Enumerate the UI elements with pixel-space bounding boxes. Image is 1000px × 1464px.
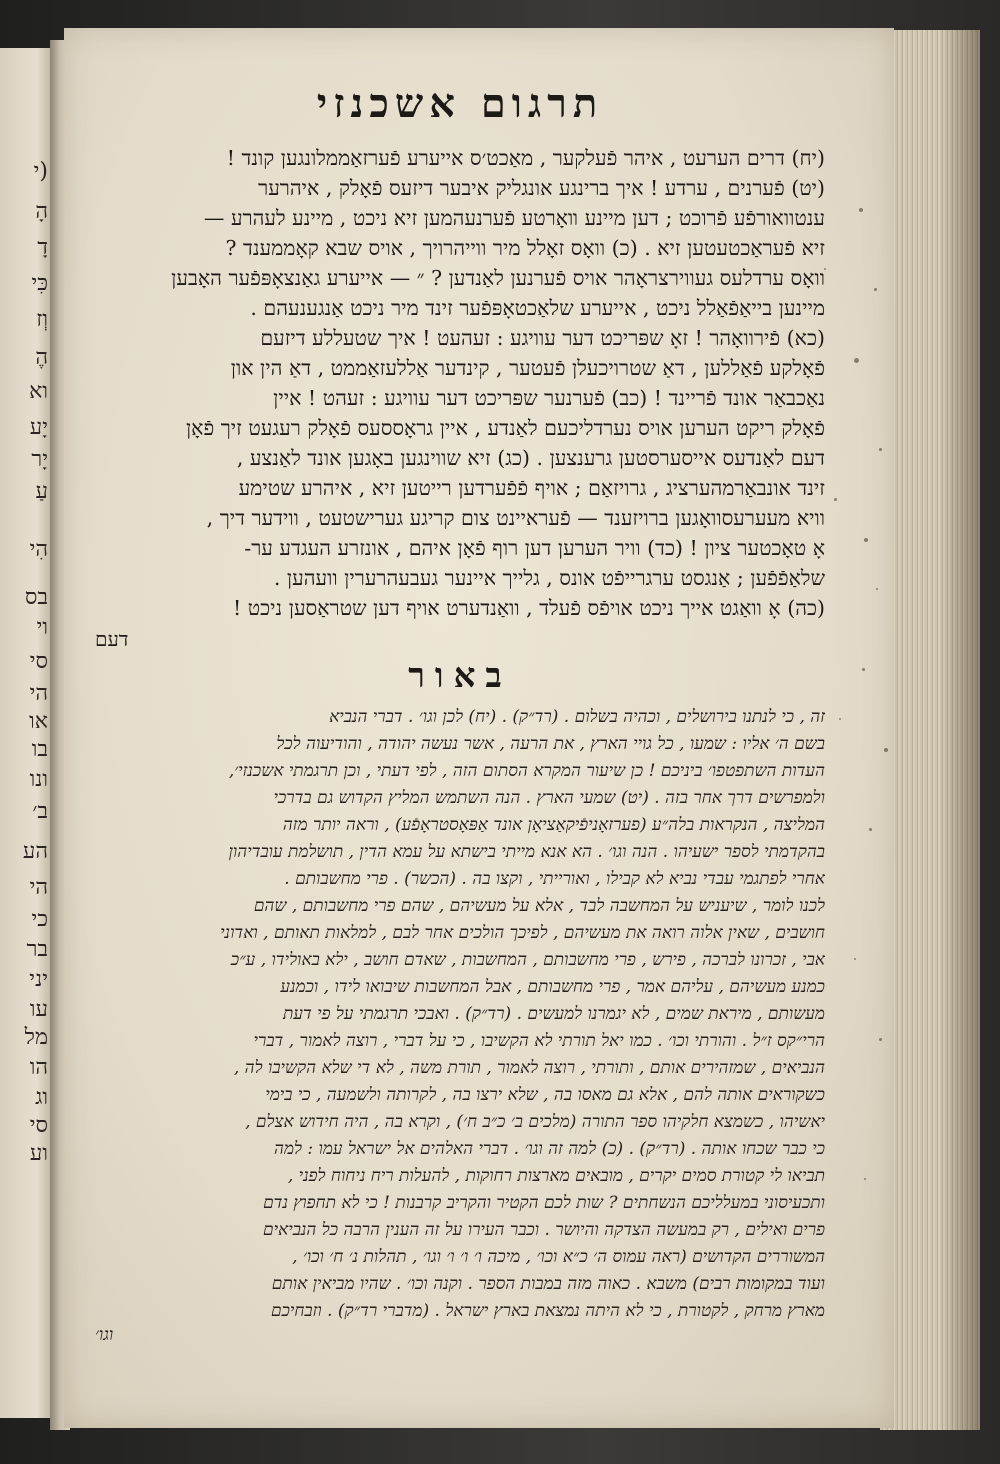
- translation-line: (כא) פֿירוואָהר ! זאָ שפּריכט דער עוויגע : זעהעט ! איך שטעללע דיזעם: [260, 326, 825, 350]
- facing-page-fragment: עו: [29, 997, 48, 1022]
- foxing-spot: [864, 1178, 866, 1180]
- translation-line: פֿאָלק ריקט הערען אויס נערדליכעם לאַנדע , איין גראָססעס פֿאָלק רעגעט זיך פֿאָן: [185, 416, 825, 440]
- page-content: [95, 80, 825, 1345]
- facing-page-fragment: הע: [22, 839, 48, 864]
- facing-page-fragment: סי: [29, 649, 48, 674]
- facing-page-fragment: כי: [31, 907, 48, 932]
- facing-page-fragment: וע: [29, 1141, 48, 1166]
- commentary-line: אחרי לפתגמי עבדי נביא לא קבילו , ואורייתי , וקצו בה . (הכשר) . פרי מחשבותם .: [284, 869, 825, 889]
- translation-line: פֿאָלקע פֿאַללען , דאַ שטרויכעלן פֿעטער , קינדער אַללעזאַממט , דאַ הין און: [230, 356, 825, 380]
- commentary-line: כמנע מעשיהם , עליהם אמר , פרי מחשבותם , אבל המחשבות שיבואו לידו , וכמנע: [280, 977, 825, 997]
- facing-page-fragment: בו: [31, 737, 48, 762]
- commentary-line: בשם ה׳ אליו : שמעו , כל גויי הארץ , את הרעה , אשר נעשה יהודה , והודיעוה לכל: [276, 734, 825, 754]
- commentary-line: זה , כי לנתנו בירושלים , וכהיה בשלום . (רד״ק) . (יח) לכן וגו׳ . דברי הנביא: [329, 707, 825, 727]
- commentary-line: לכנו לומר , שיעניש על המחשבה לבד , אלא על מעשיהם , שהם פרי מחשבותם , שהם: [253, 896, 825, 916]
- commentary-line: תביאו לי קטורת סמים יקרים , מובאים מארצות רחוקות , להעלות ריח ניחוח לפני ,: [287, 1166, 825, 1186]
- foxing-spot: [834, 498, 837, 501]
- commentary-line: פרים ואילים , רק במעשה הצדקה והיושר . וכבר העירו על זה הענין הרבה כל הנביאים: [262, 1220, 825, 1240]
- commentary-line: הרי״קס ז״ל . והורתי וכו׳ . כמו יאל תורתי לא הקשיבו , כי על דברי , רוצה לאמור , דברי: [253, 1031, 825, 1051]
- facing-page-fragment: סי: [29, 1113, 48, 1138]
- translation-line: דעם לאַנדעס אייסערסטען גרענצען . (כג) זיא שווינגען באָגען אונד לאַנצע ,: [236, 446, 825, 470]
- facing-page-fragment: הִי: [29, 537, 48, 562]
- facing-page-fragment: דָ: [37, 235, 48, 260]
- translation-line: (יט) פֿערנים , ערדע ! איך ברינגע אונגליק איבער דיזעס פֿאָלק , איהרער: [258, 176, 825, 200]
- translation-line: שלאַפֿפֿען ; אַנגסט ערגרייפֿט אונס , גלייך איינער געבעהרערין וועהען .: [273, 566, 825, 590]
- facing-page-fragment: מל: [24, 1025, 48, 1050]
- foxing-spot: [874, 288, 877, 291]
- facing-page-fragment: עַ: [35, 479, 48, 504]
- facing-page-fragment: ונו: [29, 767, 48, 792]
- facing-page-fragment: הו: [29, 1055, 48, 1080]
- translation-line: נאַכבאַר אונד פֿריינד ! (כב) פֿערנער שפּריכט דער עוויגע : זעהט ! איין: [273, 386, 825, 410]
- facing-page-fragment: הָ: [35, 199, 48, 224]
- commentary-line: מארץ מרחק , לקטורת , כי לא היתה נמצאת בארץ ישראל . (מדברי רד״ק) . וזבחיכם: [271, 1301, 825, 1321]
- foxing-spot: [839, 718, 841, 720]
- facing-page-fragment: (י: [33, 159, 48, 184]
- facing-page-fragment: בר: [26, 937, 48, 962]
- facing-page-fragment: וְז: [36, 307, 48, 332]
- facing-page-fragment: וג: [35, 1085, 48, 1110]
- foxing-spot: [869, 828, 872, 831]
- facing-page-fragment: יָע: [29, 415, 48, 440]
- commentary-line: המשוררים הקדושים (ראה עמוס ה׳ כ״א וכו׳ , מיכה ו׳ ו׳ ו׳ וגו׳ , תהלות נ׳ ח׳ וכו׳ ,: [292, 1247, 825, 1267]
- facing-page-left: [0, 48, 52, 1418]
- foxing-spot: [854, 358, 859, 363]
- foxing-spot: [859, 208, 863, 212]
- facing-page-fragment: וי: [36, 615, 48, 640]
- commentary-line: ולמפרשים דרך אחר בזה . (יט) שמעי הארץ . הנה השתמש המליץ הקדוש גם בדרכי: [273, 788, 825, 808]
- commentary-block: [95, 704, 825, 1325]
- catchword: דעם: [95, 627, 129, 651]
- foxing-spot: [879, 1038, 882, 1041]
- translation-line: אָ טאָכטער ציון ! (כד) וויר הערען דען רוף פֿאָן איהם , אונזרע העגדע ער-: [244, 536, 825, 560]
- commentary-line: יאשיהו , כשמצא חלקיהו ספר התורה (מלכים ב׳ כ״ב ח׳) , וקרא בה , היה חידוש אצלם ,: [245, 1112, 825, 1132]
- commentary-end: וגו׳: [95, 1325, 114, 1345]
- commentary-line: ועוד במקומות רבים) משבא . כאוה מזה במבות הספר . וקנה וכו׳ . שהיו מביאין אותם: [271, 1274, 825, 1294]
- facing-page-fragment: הֶ: [35, 345, 48, 370]
- commentary-line: כשקוראים אותה להם , אלא גם מאסו בה , שלא ירצו בה , לקרותה ולשמעה , כי בימי: [265, 1085, 825, 1105]
- commentary-line: ותכעיסוני במעלליכם הנשחתים ? שות לכם הקטיר והקריב קרבנות ! כי לא תחפוץ נדם: [263, 1193, 825, 1213]
- foxing-spot: [884, 748, 888, 752]
- translation-line: זינד אונבאַרמהערציג , גרויזאַם ; אויף פֿפֿערדען רייטען זיא , איהרע שטימע: [238, 476, 825, 500]
- translation-line: וויא מעערעסוואָגען ברויזענד — פֿעראיינט צום קריגע גערישטעט , ווידער דיך ,: [206, 506, 825, 530]
- translation-line: וואָס ערדלעס געווירצראָהר אויס פֿערנען לאַנדען ? ״ — אייערע גאַנצאָפּפֿער האָבען: [171, 266, 825, 290]
- foxing-spot: [864, 538, 868, 542]
- foxing-spot: [854, 958, 856, 960]
- translation-line: מיינען בייאַפֿאַלל ניכט , אייערע שלאַכטאָפּפֿער זינד מיר ניכט אַנגענעהם .: [250, 296, 825, 320]
- translation-line: זיא פֿעראַכטעטען זיא . (כ) וואָס זאָלל מיר ווייהרויך , אויס שבא קאָממענד ?: [225, 236, 825, 260]
- facing-page-fragment: הי: [29, 681, 48, 706]
- facing-page-fragment: או: [29, 709, 48, 734]
- translation-line: (יח) דרים הערעט , איהר פֿעלקער , מאַכט׳ס אייערע פֿערזאַממלונגען קונד !: [226, 146, 825, 170]
- page-title: תרגום אשכנזי: [316, 80, 604, 127]
- commentary-line: בהקדמתי לספר ישעיהו . הנה וגו׳ . הא אנא מייתי בישתא על עמא הדין , תושלמת עובדיהון: [228, 842, 825, 862]
- facing-page-fragment: ב׳: [32, 799, 48, 824]
- facing-page-fragment: יני: [29, 967, 48, 992]
- facing-page-fragment: וא: [29, 379, 48, 404]
- commentary-line: מעשותם , מיראת שמים , לא יגמרנו למעשים . (רד״ק) . ואבכי תרגמתי על פי דעת: [282, 1004, 825, 1024]
- foxing-spot: [876, 588, 878, 590]
- translation-line: (כה) אָ וואַגט אייך ניכט אויפֿס פֿעלד , וואַנדערט אויף דען שטראַסען ניכט !: [233, 596, 825, 620]
- commentary-line: חושבים , שאין אלוה רואה את מעשיהם , לפיכך הולכים אחר לבם , למלאות תאותם , ואדוני: [220, 923, 825, 943]
- translation-block: [95, 143, 825, 623]
- commentary-line: המליצה , הנקראות בלה״ע (פערזאָניפֿיקאַציאָן אונד אַפּאָסטראָפֿע) , וראה יותר מזה: [282, 815, 825, 835]
- facing-page-fragment: הי: [29, 875, 48, 900]
- commentary-line: כי כבר שכחו אותה . (רד״ק) . (כ) למה זה וגו׳ . דברי האלהים אל ישראל עמו : למה: [273, 1139, 825, 1159]
- commentary-line: הנביאים , שמזהירים אותם , ותורתי , רוצה לאמור , תורת משה , לא די שלא הקשיבו לה ,: [233, 1058, 825, 1078]
- facing-page-fragment: כִּי: [31, 271, 48, 296]
- commentary-line: אבי , זכרונו לברכה , פירש , פרי מחשבותם , המחשבות , שאדם חושב , ילא באולידו , ע״כ: [230, 950, 825, 970]
- commentary-line: העדות השתפטפו׳ ביניכם ! כן שיעור המקרא הסתום הזה , לפי דעתי , וכן תרגמתי אשכנזי׳,: [228, 761, 825, 781]
- facing-page-fragment: יָר: [31, 447, 48, 472]
- foxing-spot: [879, 448, 882, 451]
- facing-page-fragment: בס: [24, 585, 48, 610]
- foxing-spot: [862, 668, 865, 671]
- page-edges: [880, 30, 980, 1430]
- commentary-heading: באור: [408, 656, 512, 696]
- translation-line: ענטוואורפֿע פֿרוכט ; דען מיינע װאָרטע פֿערנעהמען זיא ניכט , מיינע לעהרע —: [203, 206, 825, 230]
